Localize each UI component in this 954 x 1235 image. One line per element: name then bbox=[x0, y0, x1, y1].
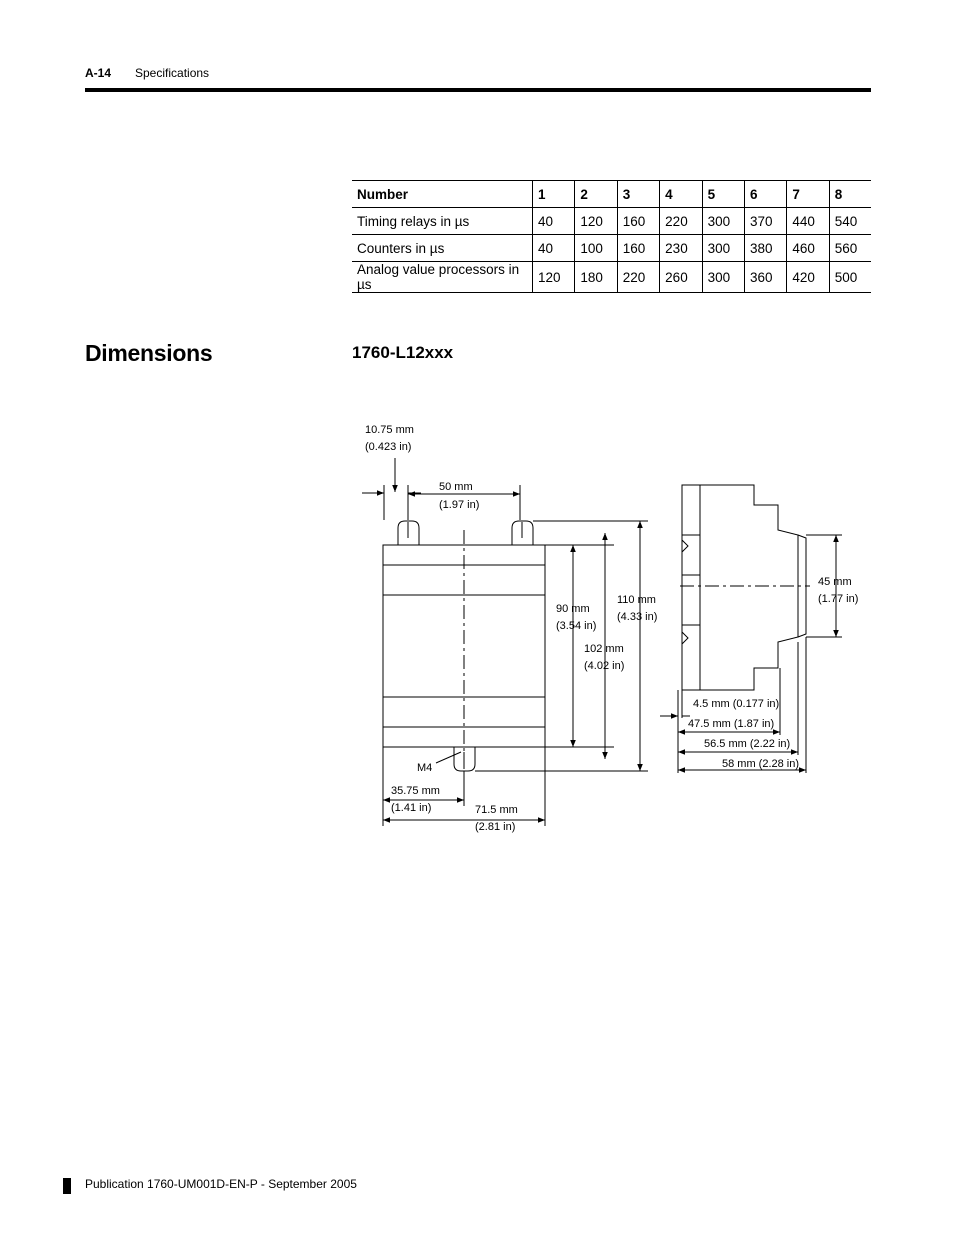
dim-label: 47.5 mm (1.87 in) bbox=[688, 718, 775, 730]
dim-label: (2.81 in) bbox=[475, 821, 516, 833]
dim-label: (1.77 in) bbox=[818, 593, 859, 605]
dim-label: (4.33 in) bbox=[617, 611, 658, 623]
page-number: A-14 bbox=[85, 66, 112, 80]
table-cell: 260 bbox=[660, 262, 702, 293]
column-header: 3 bbox=[617, 181, 659, 208]
table-cell: 230 bbox=[660, 235, 702, 262]
table-cell: 440 bbox=[787, 208, 829, 235]
running-header-section: Specifications bbox=[135, 66, 210, 80]
dim-label: 10.75 mm bbox=[365, 424, 414, 436]
table-cell: 360 bbox=[744, 262, 786, 293]
dim-label: 102 mm bbox=[584, 643, 624, 655]
dim-label: 4.5 mm (0.177 in) bbox=[693, 698, 780, 710]
subsection-title: 1760-L12xxx bbox=[352, 343, 454, 362]
table-cell: 380 bbox=[744, 235, 786, 262]
table-cell: 120 bbox=[575, 208, 617, 235]
footer-marker bbox=[63, 1178, 71, 1194]
table-cell: 120 bbox=[533, 262, 575, 293]
table-cell: 160 bbox=[617, 208, 659, 235]
column-header: 7 bbox=[787, 181, 829, 208]
dim-label: 58 mm (2.28 in) bbox=[722, 758, 800, 770]
dim-label: 50 mm bbox=[439, 481, 473, 493]
footer-publication: Publication 1760-UM001D-EN-P - September 2005 bbox=[85, 1177, 357, 1191]
table-cell: 300 bbox=[702, 262, 744, 293]
table-cell: Timing relays in µs bbox=[352, 208, 533, 235]
table-cell: 180 bbox=[575, 262, 617, 293]
column-header: 5 bbox=[702, 181, 744, 208]
dim-label: 45 mm bbox=[818, 576, 852, 588]
dim-label: (1.41 in) bbox=[391, 802, 432, 814]
table-cell: 40 bbox=[533, 208, 575, 235]
dim-label: 110 mm bbox=[617, 594, 656, 606]
dim-label: 90 mm bbox=[556, 603, 590, 615]
table-cell: 220 bbox=[617, 262, 659, 293]
screw-label: M4 bbox=[417, 762, 433, 774]
dim-label: (4.02 in) bbox=[584, 660, 625, 672]
table-cell: 420 bbox=[787, 262, 829, 293]
table-cell: 370 bbox=[744, 208, 786, 235]
column-header: 2 bbox=[575, 181, 617, 208]
column-header: 6 bbox=[744, 181, 786, 208]
column-header: 1 bbox=[533, 181, 575, 208]
table-cell: 160 bbox=[617, 235, 659, 262]
dim-label: (0.423 in) bbox=[365, 441, 412, 453]
dim-label: (3.54 in) bbox=[556, 620, 597, 632]
dim-label: 71.5 mm bbox=[475, 804, 518, 816]
table-cell: 40 bbox=[533, 235, 575, 262]
table-cell: 100 bbox=[575, 235, 617, 262]
column-header: 8 bbox=[829, 181, 871, 208]
table-cell: 560 bbox=[829, 235, 871, 262]
table-cell: Analog value processors in µs bbox=[352, 262, 533, 293]
dim-label: 56.5 mm (2.22 in) bbox=[704, 738, 791, 750]
column-header: Number bbox=[352, 181, 533, 208]
dim-label: 35.75 mm bbox=[391, 785, 440, 797]
dim-label: (1.97 in) bbox=[439, 499, 480, 511]
table-cell: 300 bbox=[702, 208, 744, 235]
table-cell: Counters in µs bbox=[352, 235, 533, 262]
table-cell: 540 bbox=[829, 208, 871, 235]
front-view bbox=[362, 458, 648, 826]
table-cell: 300 bbox=[702, 235, 744, 262]
table-cell: 500 bbox=[829, 262, 871, 293]
section-title: Dimensions bbox=[85, 340, 213, 366]
table-cell: 460 bbox=[787, 235, 829, 262]
table-cell: 220 bbox=[660, 208, 702, 235]
column-header: 4 bbox=[660, 181, 702, 208]
